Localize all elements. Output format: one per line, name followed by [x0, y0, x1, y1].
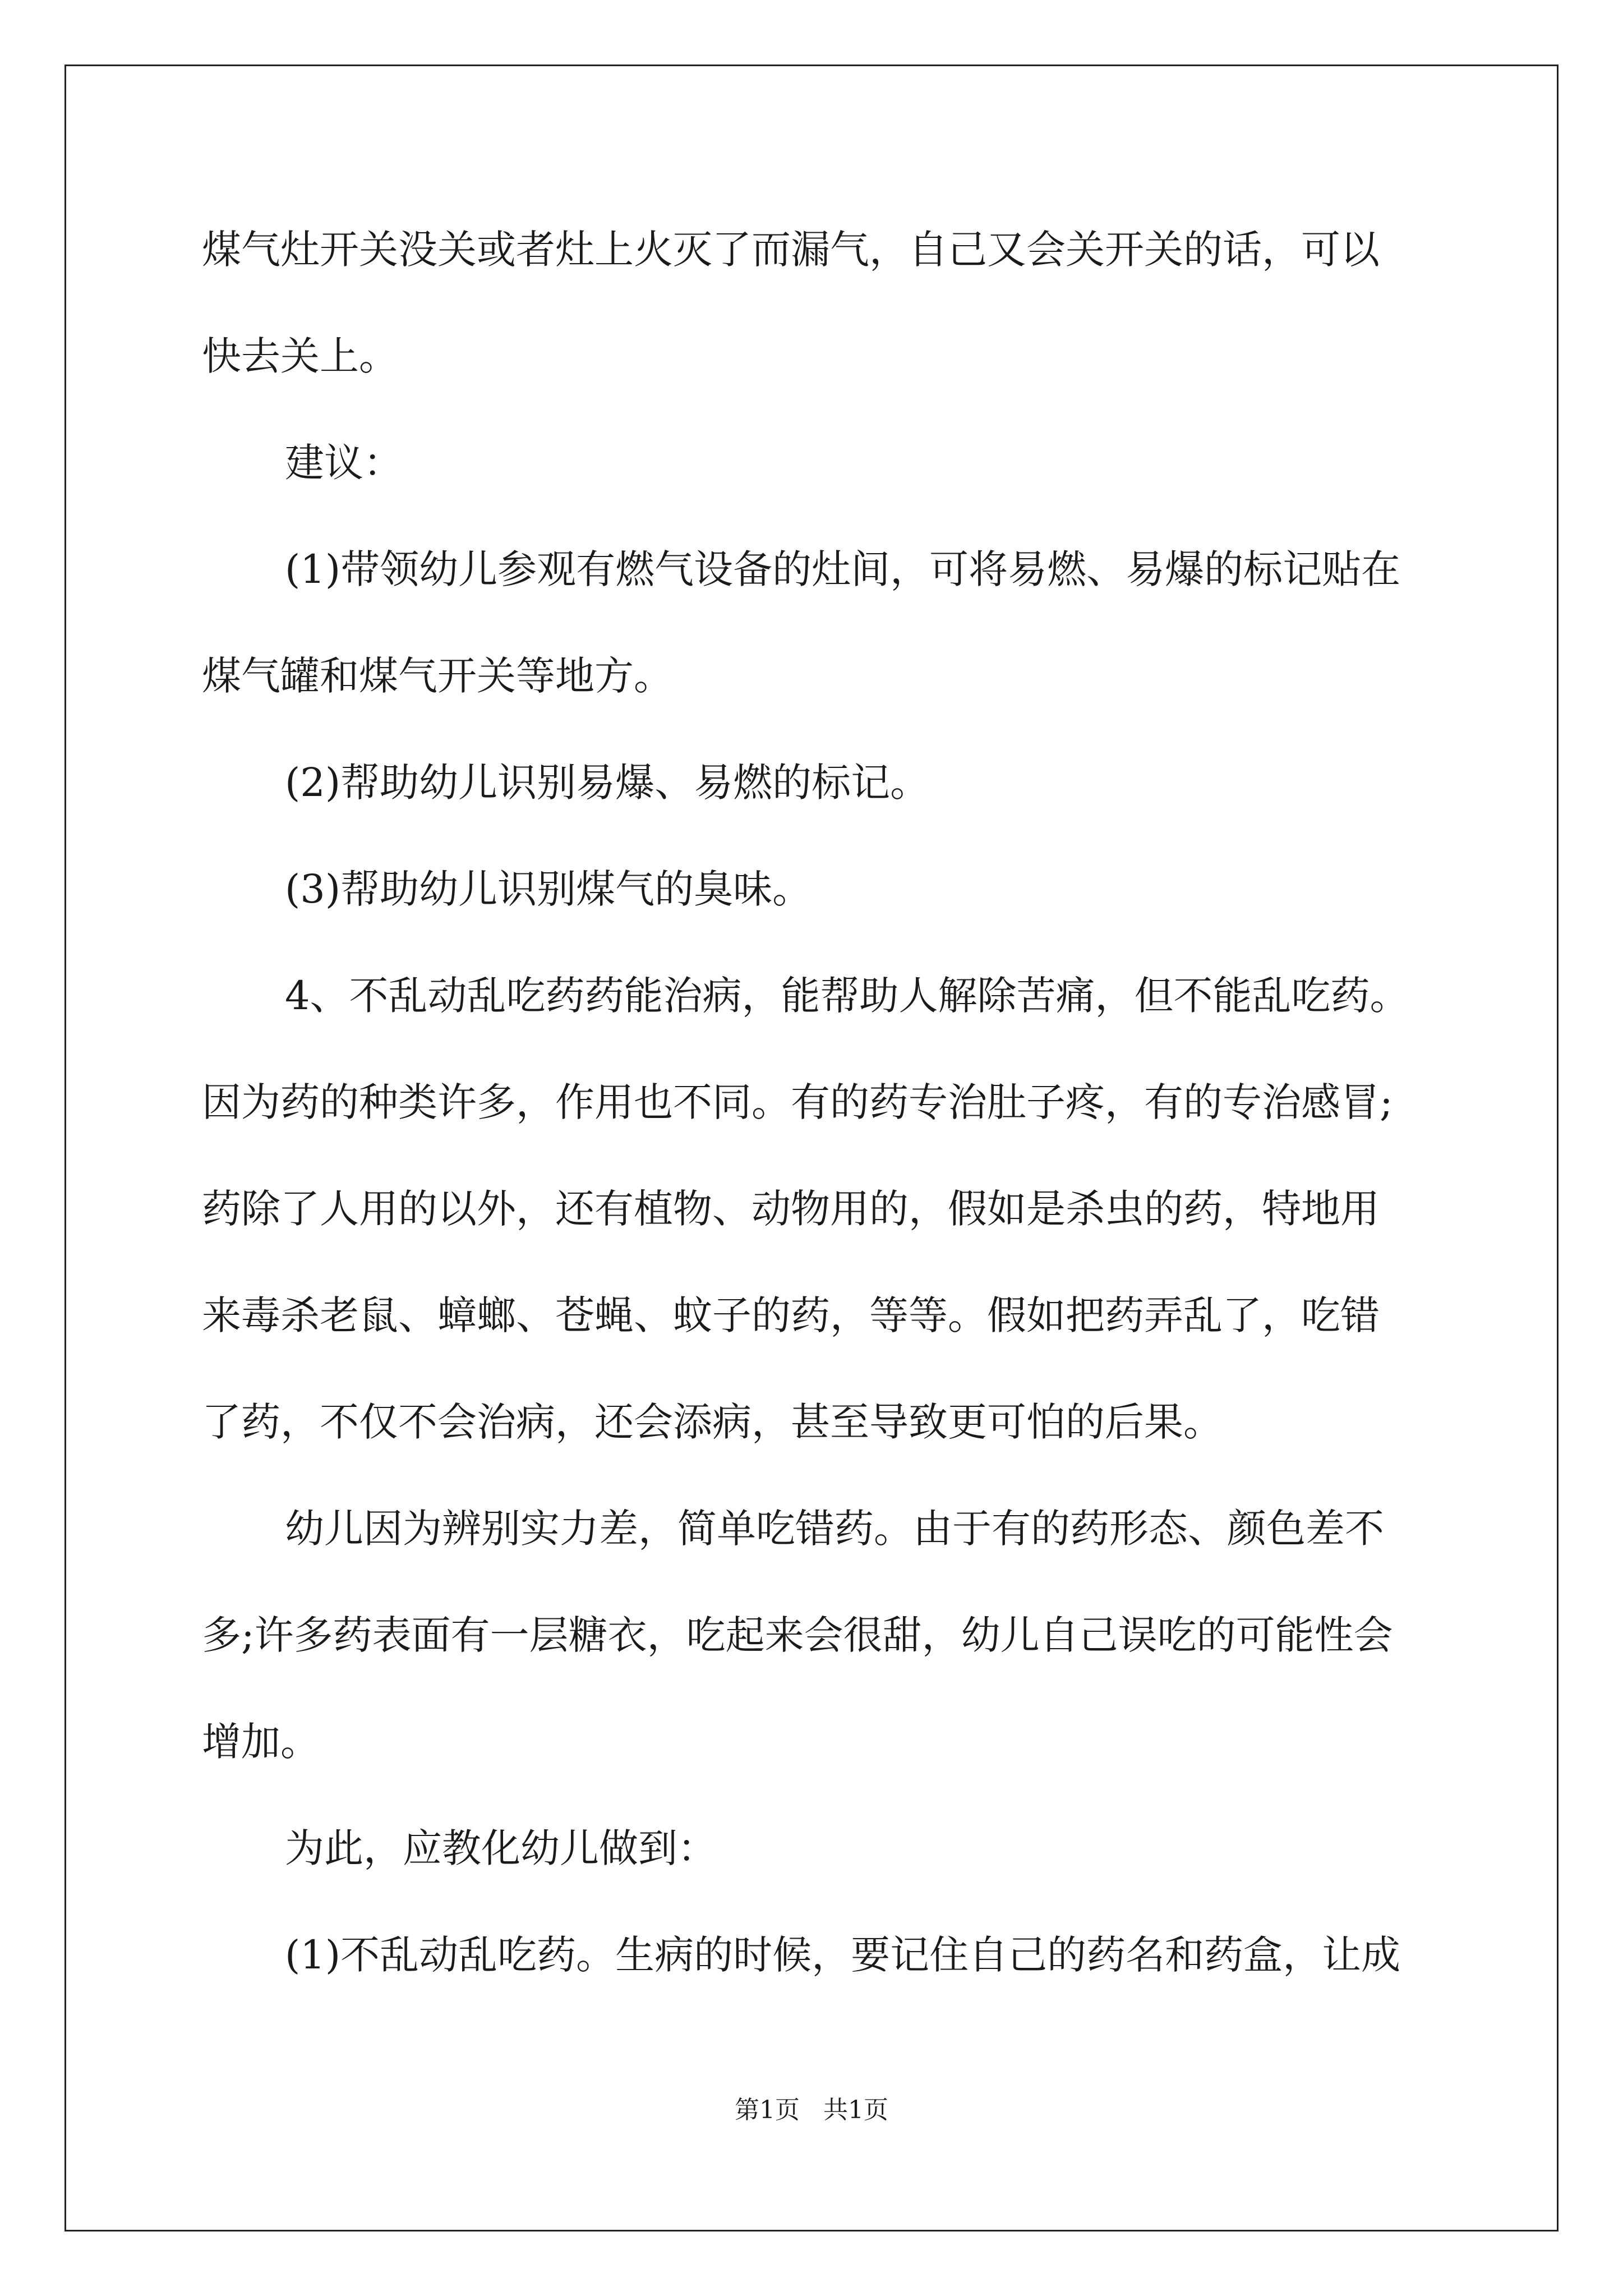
document-body [202, 208, 1436, 2019]
text-line: 幼儿因为辨别实力差，简单吃错药。由于有的药形态、颜色差不 [285, 1506, 1384, 1552]
text-line: 快去关上。 [202, 333, 398, 379]
text-line: 来毒杀老鼠、蟑螂、苍蝇、蚊子的药，等等。假如把药弄乱了，吃错 [202, 1292, 1380, 1338]
text-line: (1)带领幼儿参观有燃气设备的灶间，可将易燃、易爆的标记贴在 [285, 546, 1401, 592]
page-footer: 第1页 共1页 [735, 2096, 888, 2124]
text-line: 为此，应教化幼儿做到： [285, 1825, 717, 1871]
text-line: 药除了人用的以外，还有植物、动物用的，假如是杀虫的药，特地用 [202, 1186, 1380, 1232]
text-line: 煤气灶开关没关或者灶上火灭了而漏气，自己又会关开关的话，可以 [202, 227, 1380, 273]
text-line: 增加。 [202, 1719, 320, 1765]
text-line: 多;许多药表面有一层糖衣，吃起来会很甜，幼儿自己误吃的可能性会 [202, 1612, 1393, 1658]
text-line: (2)帮助幼儿识别易爆、易燃的标记。 [285, 760, 930, 806]
text-line: (3)帮助幼儿识别煤气的臭味。 [285, 866, 812, 912]
text-line: 因为药的种类许多，作用也不同。有的药专治肚子疼，有的专治感冒; [202, 1079, 1393, 1125]
text-line: 建议： [285, 440, 403, 486]
text-line: 煤气罐和煤气开关等地方。 [202, 653, 673, 699]
text-line: 了药，不仅不会治病，还会添病，甚至导致更可怕的后果。 [202, 1399, 1223, 1445]
text-line: (1)不乱动乱吃药。生病的时候，要记住自己的药名和药盒，让成 [285, 1932, 1401, 1978]
text-line: 4、不乱动乱吃药药能治病，能帮助人解除苦痛，但不能乱吃药。 [285, 973, 1409, 1019]
